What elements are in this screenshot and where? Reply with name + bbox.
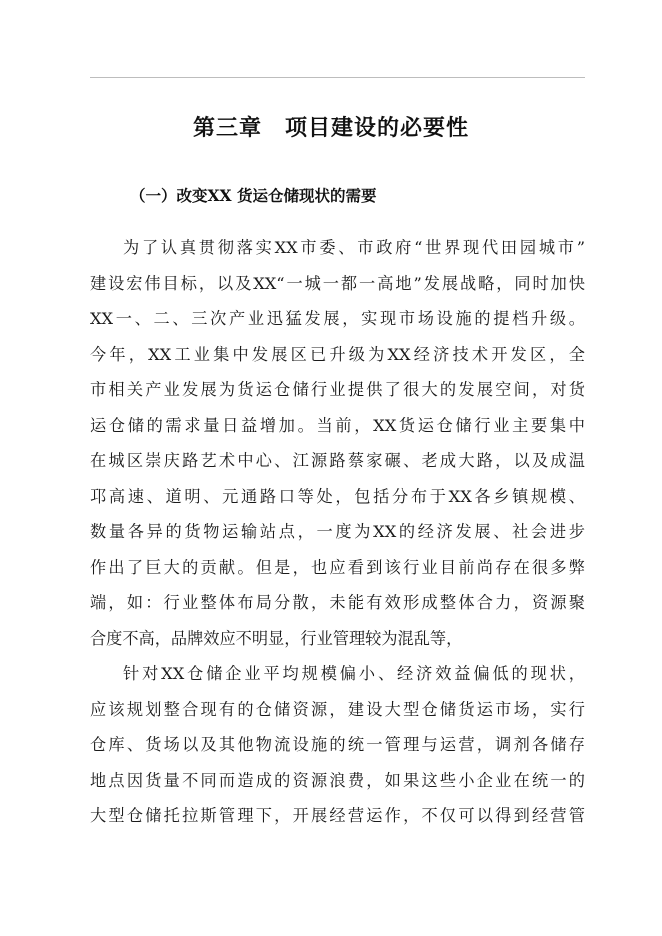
paragraph-line: 合度不高，品牌效应不明显，行业管理较为混乱等， [90,628,463,648]
body-text [90,230,585,834]
paragraph-line: 数量各异的货物运输站点，一度为XX的经济发展、社会进步 [90,522,585,541]
section-heading: （一）改变XX 货运仓储现状的需要 [130,186,377,205]
paragraph-line: 地点因货量不同而造成的资源浪费，如果这些小企业在统一的 [90,770,585,790]
paragraph-line: 在城区崇庆路艺术中心、江源路蔡家碾、老成大路，以及成温 [90,451,585,470]
chapter-title: 第三章 项目建设的必要性 [192,115,469,141]
paragraph-line: 邛高速、道明、元通路口等处，包括分布于XX各乡镇规模、 [90,486,585,506]
paragraph [90,230,585,656]
paragraph-line: 运仓储的需求量日益增加。当前，XX货运仓储行业主要集中 [90,415,585,435]
paragraph-line: XX一、二、三次产业迅猛发展，实现市场设施的提档升级。 [90,309,585,328]
paragraph-line: 为了认真贯彻落实XX市委、市政府“世界现代田园城市” [123,238,585,257]
paragraph-line: 端，如：行业整体布局分散，未能有效形成整体合力，资源聚 [90,593,585,612]
paragraph-line: 作出了巨大的贡献。但是，也应看到该行业目前尚存在很多弊 [90,557,585,577]
paragraph-line: 大型仓储托拉斯管理下，开展经营运作，不仅可以得到经营管 [90,806,585,825]
paragraph-line: 市相关产业发展为货运仓储行业提供了很大的发展空间，对货 [90,380,585,399]
paragraph-line: 仓库、货场以及其他物流设施的统一管理与运营，调剂各储存 [90,735,585,754]
paragraph-line: 应该规划整合现有的仓储资源，建设大型仓储货运市场，实行 [90,699,585,719]
header-rule [90,77,585,78]
paragraph-line: 今年，XX工业集中发展区已升级为XX经济技术开发区，全 [90,344,585,364]
paragraph [90,656,585,834]
paragraph-line: 建设宏伟目标，以及XX“一城一都一高地”发展战略，同时加快 [90,273,585,293]
paragraph-line: 针对XX仓储企业平均规模偏小、经济效益偏低的现状， [123,664,585,683]
